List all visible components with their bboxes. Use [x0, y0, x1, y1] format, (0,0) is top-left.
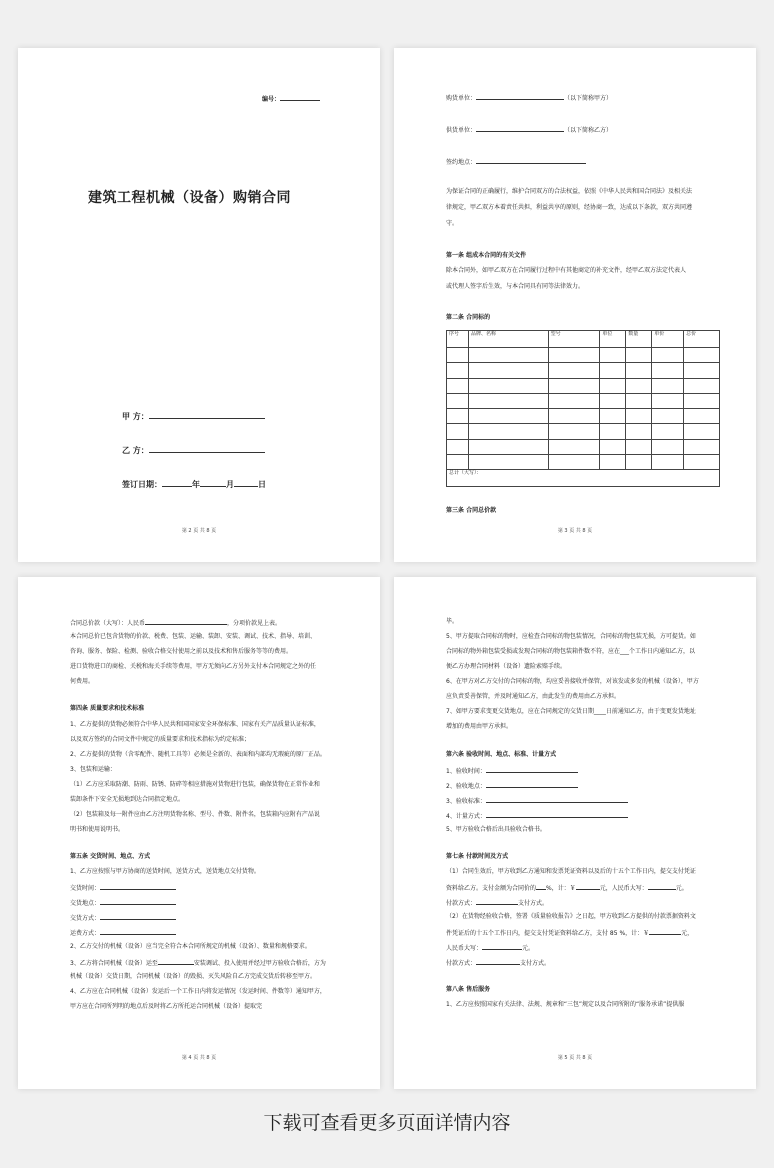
article-heading: 第六条 验收时间、地点、标准、计量方式 [446, 751, 557, 758]
line-part: 资料给乙方。支付金额为合同价的 [446, 885, 537, 892]
total-price-label: 合同总价款（大写）：人民币 [70, 620, 146, 627]
contract-page-5 [394, 577, 756, 1089]
inspection-time-label: 1、验收时间： [446, 768, 486, 775]
line-part: 元，人民币大写： [599, 885, 648, 892]
table-header: 数量 [626, 331, 652, 348]
page-number: 第 5 页 共 8 页 [557, 1055, 593, 1061]
table-header: 型号 [548, 331, 600, 348]
measurement-blank [486, 811, 628, 818]
party-b-label: 乙 方： [122, 446, 149, 455]
party-b-field [122, 444, 265, 456]
paragraph-line: 以及双方签约的合同文件中规定的质量要求和技术指标为约定标准； [70, 736, 251, 743]
paragraph-line: 本合同总价已包含货物的价款、税费、包装、运输、装卸、安装、调试、技术、指导、培训、 [70, 633, 317, 640]
delivery-mode-field [70, 913, 176, 923]
paragraph-line: 1、乙方提供的货物必须符合中华人民共和国国家安全环保标准、国家有关产品质量认证标准， [70, 721, 320, 728]
line-part: 人民币大写： [446, 945, 483, 952]
paragraph-line: 除本合同外，如甲乙双方在合同履行过程中有其他商定的补充文件，经甲乙双方法定代表人 [446, 267, 687, 274]
delivery-time-label: 交货时间： [70, 885, 101, 892]
payment-method-blank [476, 958, 520, 965]
table-row [447, 348, 720, 363]
paragraph-line: 毕。 [446, 618, 459, 625]
paragraph-line [446, 883, 688, 893]
amount-words-blank [648, 883, 676, 890]
line-part: %，计：￥ [546, 885, 576, 892]
table-total-row [447, 470, 720, 487]
goods-table [446, 330, 720, 487]
page-number: 第 2 页 共 8 页 [181, 528, 217, 534]
signing-date-label: 签订日期： [122, 480, 162, 489]
seller-blank [476, 125, 564, 132]
article-heading: 第二条 合同标的 [446, 314, 491, 321]
paragraph-line: （2）在货物经验收合格，签署《质量验收报告》之日起，甲方收到乙方提供的付款票据资料文 [446, 913, 696, 920]
line-part: 元。 [522, 945, 535, 952]
table-header: 总价 [684, 331, 720, 348]
table-row [447, 409, 720, 424]
paragraph-line: 应负责妥善保管，并及时通知乙方，由此发生的费用由乙方承担。 [446, 693, 621, 700]
delivery-time-blank [100, 883, 176, 890]
total-price-suffix: ，分项价款见上表。 [227, 620, 282, 627]
month-blank [200, 478, 226, 487]
paragraph-line: （1）乙方应采取防潮、防雨、防锈、防碎等相应措施对货物进行包装，确保货物在正常作业和 [70, 781, 320, 788]
line-part: 支付方式。 [520, 960, 551, 967]
total-price-blank [145, 618, 227, 625]
paragraph-line [446, 943, 534, 953]
paragraph-line [70, 958, 326, 968]
line-part: 安装调试、投入使用并经过甲方验收合格后，方为 [193, 960, 326, 967]
paragraph-line: 2、乙方提供的货物（含零配件、随机工具等）必须是全新的、表面和内部均无瑕疵的原厂正品。 [70, 751, 326, 758]
place-field [446, 157, 586, 167]
paragraph-line: 1、乙方应按照国家有关法律、法规、规章和“三包”规定以及合同所附的“服务承诺”提供服 [446, 1001, 685, 1008]
table-row [447, 455, 720, 470]
signing-date-field [122, 478, 266, 490]
table-header: 品牌、名称 [468, 331, 548, 348]
paragraph-line: 律规定，甲乙双方本着责任共担，利益共享的原则，经协商一致，达成以下条款，双方共同遵 [446, 204, 693, 211]
article-heading: 第五条 交货时间、地点、方式 [70, 853, 151, 860]
amount-blank [576, 883, 600, 890]
contract-page-4 [18, 577, 380, 1089]
paragraph-line: 或代理人签字后生效，与本合同具有同等法律效力。 [446, 283, 585, 290]
paragraph-line: 进口货物进口的商检、关税和海关手续等费用，甲方无须向乙方另外支付本合同规定之外的任 [70, 663, 317, 670]
buyer-label: 购货单位： [446, 95, 477, 102]
freight-mode-field [70, 928, 176, 938]
percent-blank [536, 883, 546, 890]
seller-suffix: （以下简称乙方） [564, 127, 613, 134]
amount-words-blank [482, 943, 522, 950]
paragraph-line: 3、包装和运输： [70, 766, 116, 773]
paragraph-line: 何费用。 [70, 678, 95, 685]
table-header: 单价 [652, 331, 684, 348]
day-label: 日 [258, 480, 266, 489]
delivery-place-label: 交货地点： [70, 900, 101, 907]
inspection-place-label: 2、验收地点： [446, 783, 486, 790]
paragraph-line: （2）包装箱及每一附件应由乙方注明货物名称、型号、件数、附件名，包装箱内应附有产品说 [70, 811, 320, 818]
article-heading: 第八条 售后服务 [446, 986, 491, 993]
paragraph-line: 甲方应在合同所列明的地点后及时将乙方所托运合同机械（设备）提取完 [70, 1003, 263, 1010]
contract-number-label: 编号： [262, 96, 281, 103]
contract-number-field [262, 94, 320, 104]
day-blank [234, 478, 258, 487]
line-part: 件凭证后的十五个工作日内，提交支付凭证资料给乙方，支付 85 %，计：￥ [446, 930, 650, 937]
paragraph-line: 咨询、服务、保险、检测、验收合格交付使用之前以及技术和售后服务等等的费用。 [70, 648, 293, 655]
paragraph-line: 1、乙方应按照与甲方协商的送货时间，送货方式，送货地点交付货物。 [70, 868, 260, 875]
article-heading: 第七条 付款时间及方式 [446, 853, 509, 860]
line-part: 元， [681, 930, 694, 937]
table-row [447, 424, 720, 439]
contract-cover-page [18, 48, 380, 562]
contract-number-blank [280, 94, 320, 101]
seller-field [446, 125, 612, 135]
contract-page-3 [394, 48, 756, 562]
year-blank [162, 478, 192, 487]
table-row [447, 378, 720, 393]
delivery-mode-blank [100, 913, 176, 920]
month-label: 月 [226, 480, 234, 489]
table-header-row [447, 331, 720, 348]
table-header: 单位 [600, 331, 626, 348]
payment-method-label: 付款方式： [446, 960, 477, 967]
table-row [447, 439, 720, 454]
buyer-blank [476, 93, 564, 100]
paragraph-line: 4、乙方应在合同机械（设备）发运后一个工作日内将发运情况（发运时间、件数等）通知甲方， [70, 988, 326, 995]
line-part: 元。 [675, 885, 688, 892]
paragraph-line: 明书和使用说明书。 [70, 826, 125, 833]
paragraph-line: 为保证合同的正确履行，维护合同双方的合法权益，依照《中华人民共和国合同法》及相关法 [446, 188, 693, 195]
inspection-place-field [446, 781, 578, 791]
paragraph-line [446, 928, 693, 938]
place-blank [476, 157, 586, 164]
location-blank [158, 958, 194, 965]
inspection-standard-label: 3、验收标准： [446, 798, 486, 805]
payment-method-blank [476, 898, 518, 905]
party-a-field [122, 410, 265, 422]
measurement-label: 4、计量方式： [446, 813, 486, 820]
buyer-suffix: （以下简称甲方） [564, 95, 613, 102]
total-price-line [70, 618, 281, 628]
party-a-blank [149, 410, 265, 419]
freight-mode-label: 运费方式： [70, 930, 101, 937]
inspection-standard-field [446, 796, 628, 806]
download-caption: 下载可查看更多页面详情内容 [263, 1112, 511, 1134]
paragraph-line: 机械（设备）交货日期，合同机械（设备）的毁损、灭失风险自乙方完成交货后转移至甲方。 [70, 973, 317, 980]
party-b-blank [149, 444, 265, 453]
year-label: 年 [192, 480, 200, 489]
delivery-mode-label: 交货方式： [70, 915, 101, 922]
measurement-field [446, 811, 628, 821]
amount-blank [649, 928, 681, 935]
table-row [447, 363, 720, 378]
article-heading: 第三条 合同总价款 [446, 507, 497, 514]
payment-method-field [446, 958, 550, 968]
paragraph-line: 5、甲方验收合格后出具验收合格书。 [446, 826, 546, 833]
page-number: 第 4 页 共 8 页 [181, 1055, 217, 1061]
payment-method-field [446, 898, 548, 908]
paragraph-line: 5、甲方提取合同标的物时，应检查合同标的物包装情况，合同标的物包装无损，方可提货。如 [446, 633, 696, 640]
paragraph-line: 2、乙方交付的机械（设备）应当完全符合本合同所规定的机械（设备）、数量和规格要求。 [70, 943, 311, 950]
place-label: 签约地点： [446, 159, 477, 166]
table-row [447, 393, 720, 408]
inspection-time-blank [486, 766, 578, 773]
payment-method-label: 付款方式： [446, 900, 477, 907]
seller-label: 供货单位： [446, 127, 477, 134]
delivery-place-field [70, 898, 176, 908]
article-heading: 第一条 组成本合同的有关文件 [446, 252, 527, 259]
buyer-field [446, 93, 612, 103]
delivery-place-blank [100, 898, 176, 905]
article-heading: 第四条 质量要求和技术标准 [70, 705, 145, 712]
paragraph-line: 7、如甲方要求变更交货地点，应在合同规定的交货日期____日前通知乙方，由于变更发货地址 [446, 708, 696, 715]
page-number: 第 3 页 共 8 页 [557, 528, 593, 534]
paragraph-line: （1）合同生效后，甲方收到乙方通知和发票凭证资料以及后的十五个工作日内，提交支付凭证 [446, 868, 696, 875]
freight-mode-blank [100, 928, 176, 935]
line-part: 3、乙方将合同机械（设备）运至 [70, 960, 158, 967]
paragraph-line: 增加的费用由甲方承担。 [446, 723, 513, 730]
paragraph-line: 守。 [446, 220, 459, 227]
inspection-standard-blank [486, 796, 628, 803]
inspection-place-blank [486, 781, 578, 788]
table-header: 序号 [447, 331, 469, 348]
paragraph-line: 装卸条件下安全无损地到达合同指定地点。 [70, 796, 185, 803]
table-total-label: 总计（大写）： [447, 470, 720, 487]
paragraph-line: 合同标的物外箱包装受损或发现合同标的物包装箱件数不符，应在___个工作日内通知乙方，以 [446, 648, 696, 655]
party-a-label: 甲 方： [122, 412, 149, 421]
inspection-time-field [446, 766, 578, 776]
paragraph-line: 便乙方办理合同材料（设备）遗险索赔手续。 [446, 663, 567, 670]
contract-title: 建筑工程机械（设备）购销合同 [88, 190, 291, 206]
paragraph-line: 6、在甲方对乙方交付的合同标的物，均应妥善接收并保管，对该发或多发的机械（设备），甲方 [446, 678, 699, 685]
line-part: 支付方式。 [518, 900, 549, 907]
delivery-time-field [70, 883, 176, 893]
